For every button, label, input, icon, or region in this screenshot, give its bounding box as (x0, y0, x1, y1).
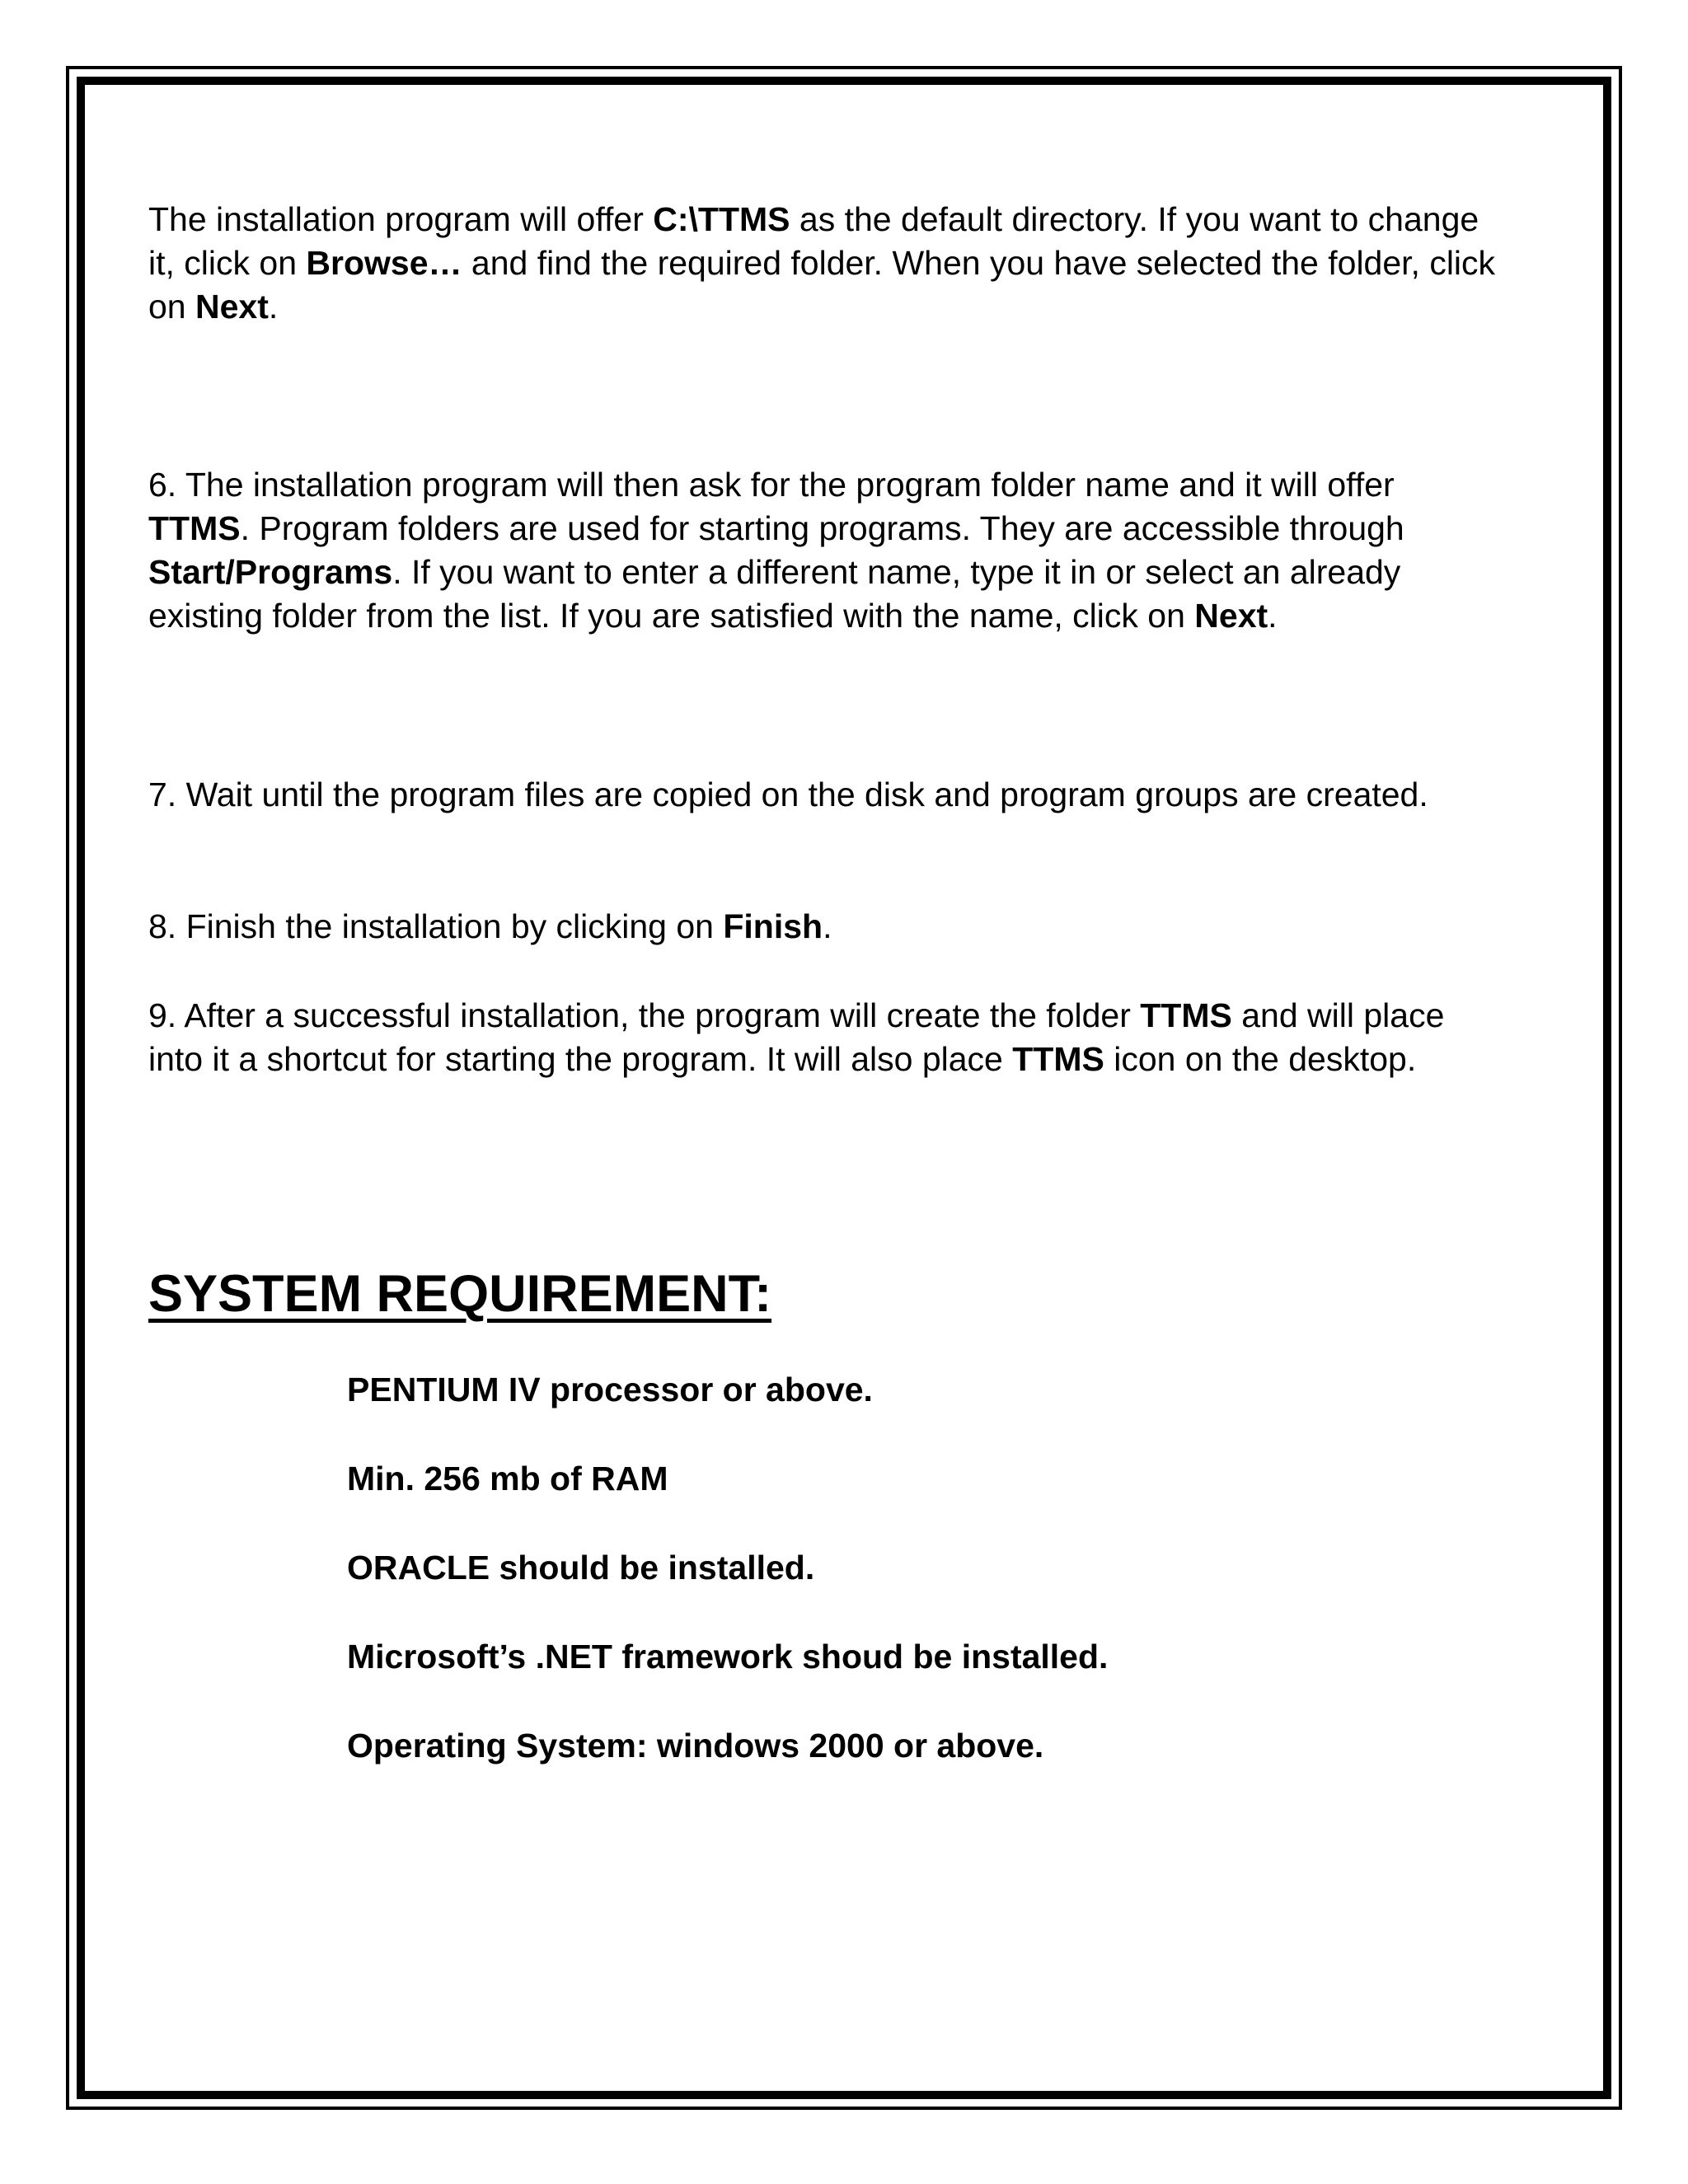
text-run: . Program folders are used for starting programs. They are accessible through (240, 509, 1404, 547)
text-run: 7. Wait until the program files are copied on the disk and program groups are created. (148, 776, 1428, 813)
text-run: . (823, 907, 832, 945)
requirement-item: Operating System: windows 2000 or above. (347, 1727, 1044, 1765)
text-run: 8. Finish the installation by clicking on (148, 907, 724, 945)
text-run: as the default directory. If you want to change it, click on (148, 200, 1479, 282)
paragraph-default-directory (148, 198, 1500, 329)
bold-finish: Finish (723, 907, 823, 945)
bold-browse: Browse… (306, 244, 462, 282)
text-run: . If you want to enter a different name, type it in or select an already existing folder from the list. If you are satisfied with the name, click on (148, 553, 1401, 635)
paragraph-step-7 (148, 773, 1500, 817)
bold-ttms: TTMS (1140, 996, 1232, 1034)
requirement-item: Microsoft’s .NET framework shoud be installed. (347, 1638, 1109, 1675)
bold-path: C:\TTMS (653, 200, 790, 238)
text-run: 6. The installation program will then ask for the program folder name and it will offer (148, 466, 1395, 504)
requirement-item: ORACLE should be installed. (347, 1549, 815, 1586)
bold-start-programs: Start/Programs (148, 553, 393, 591)
requirement-item: PENTIUM IV processor or above. (347, 1371, 873, 1408)
bold-next: Next (1194, 597, 1268, 635)
text-run: . (1268, 597, 1278, 635)
bold-ttms: TTMS (148, 509, 241, 547)
paragraph-step-9 (148, 994, 1500, 1081)
paragraph-step-6 (148, 463, 1500, 638)
requirement-item: Min. 256 mb of RAM (347, 1460, 668, 1497)
requirements-list (347, 1368, 1108, 1813)
text-run: 9. After a successful installation, the program will create the folder (148, 996, 1141, 1034)
text-run: and find the required folder. When you have selected the folder, click on (148, 244, 1496, 326)
text-run: . (268, 288, 279, 326)
text-run: icon on the desktop. (1104, 1040, 1417, 1078)
section-heading-system-requirement: SYSTEM REQUIREMENT: (148, 1265, 772, 1323)
text-run: and will place into it a shortcut for starting the program. It will also place (148, 996, 1445, 1078)
bold-ttms: TTMS (1012, 1040, 1104, 1078)
text-run: The installation program will offer (148, 200, 654, 238)
paragraph-step-8 (148, 905, 1500, 949)
bold-next: Next (195, 288, 269, 326)
